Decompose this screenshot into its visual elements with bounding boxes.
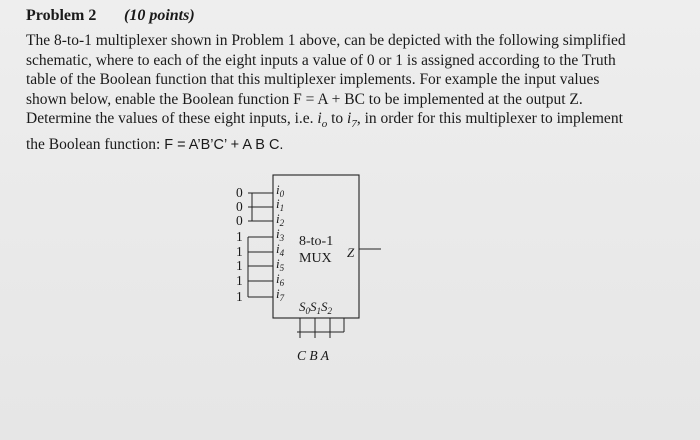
input-label-1: $i_1$ [276,196,285,213]
input-value-4: 1 [236,244,243,259]
problem-points: (10 points) [124,7,195,24]
output-label: Z [347,245,355,260]
select-wires [297,318,344,338]
statement-line-4: shown below, enable the Boolean function F = A + BC to be implemented at the output Z. [26,90,583,108]
input-label-4: $i_4$ [276,241,285,258]
line5-i0: i [317,110,322,128]
input-value-3: 1 [236,229,243,244]
statement-line-2: schematic, where to each of the eight inputs a value of 0 or 1 is assigned according to the Truth [26,51,616,69]
mux-label-line1: 8-to-1 [299,234,334,249]
line6-start: the Boolean function: [26,136,165,154]
line5-sub7: 7 [351,118,357,131]
input-wires [248,193,273,297]
input-value-5: 1 [236,258,243,273]
problem-title: Problem 2 [26,7,97,24]
input-value-6: 1 [236,273,243,288]
input-value-0: 0 [236,185,243,200]
statement-line-1: The 8-to-1 multiplexer shown in Problem 1 above, can be depicted with the following simplified [26,32,626,49]
input-value-7: 1 [236,289,243,304]
mux-label-line2: MUX [299,251,332,266]
line5-sub0: o [321,118,328,131]
input-label-7: $i_7$ [276,286,285,303]
input-label-5: $i_5$ [276,256,285,273]
line5-start: Determine the values of these eight inputs, i.e. [26,110,318,128]
statement-line-3: table of the Boolean function that this multiplexer implements. For example the input values [26,71,600,89]
boolean-function: F = A’B’C’ + A B C. [164,137,284,154]
select-input-letters: C B A [297,348,330,363]
input-label-0: $i_0$ [276,182,285,199]
line5-end: , in order for this multiplexer to implement [356,110,623,128]
input-value-2: 0 [236,213,243,228]
input-label-2: $i_2$ [276,211,285,228]
line5-to: to [327,110,348,128]
select-labels: $S_0S_1S_2$ [299,299,332,316]
input-label-6: $i_6$ [276,271,285,288]
input-values [236,185,243,304]
input-label-3: $i_3$ [276,226,285,243]
line5-i7: i [347,110,352,128]
input-value-1: 0 [236,199,243,214]
input-labels [276,182,285,303]
